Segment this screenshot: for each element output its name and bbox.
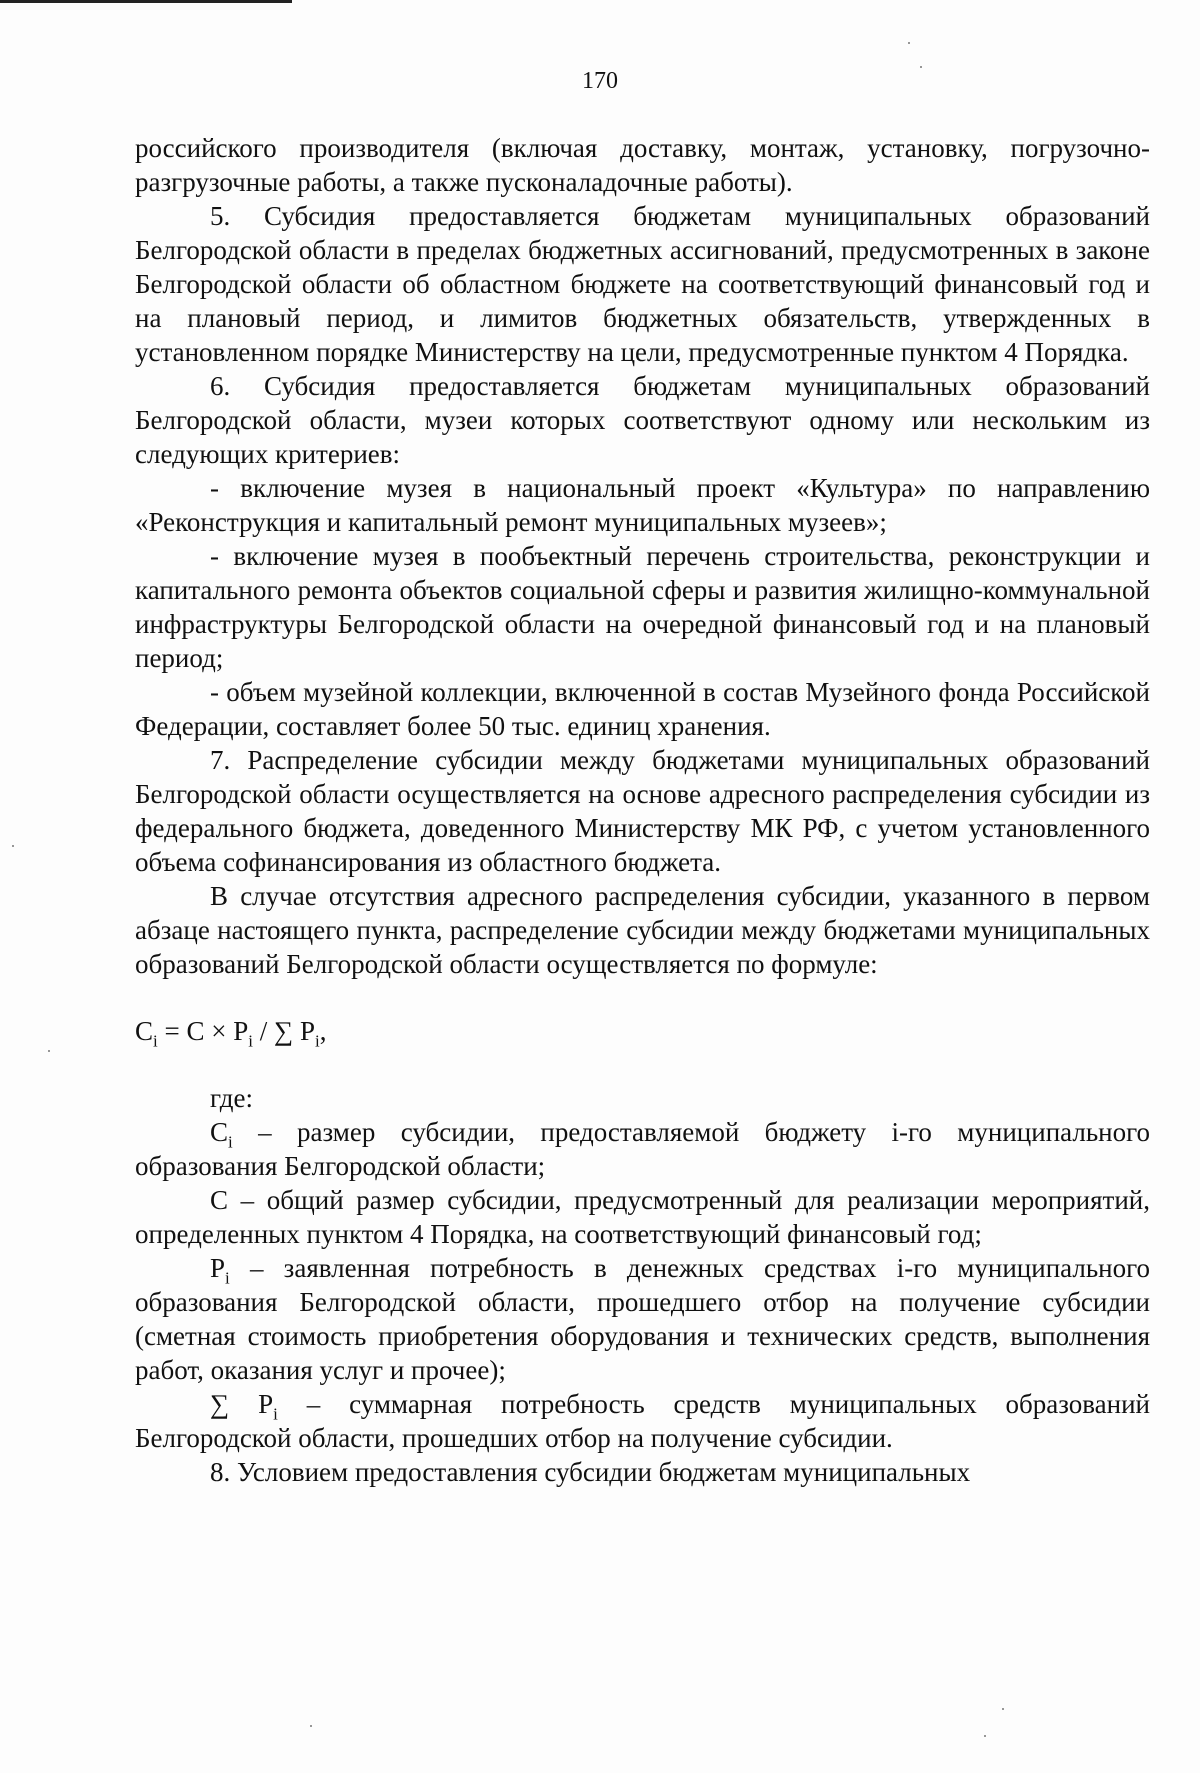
paragraph-7: 7. Распределение субсидии между бюджетами муниципальных образований Белгородской области осуществляется на основе адресного распределения субсидии из федерального бюджета, доведенного Министерству МК РФ, с учетом установленного объема софинансирования из областного бюджета. — [135, 745, 1150, 877]
paragraph-continuation: российского производителя (включая доставку, монтаж, установку, погрузочно-разгрузочные работы, а также пусконаладочные работы). — [135, 133, 1150, 197]
page-number: 170 — [582, 68, 618, 94]
scan-speck — [310, 1725, 312, 1727]
paragraph-5: 5. Субсидия предоставляется бюджетам муниципальных образований Белгородской области в пределах бюджетных ассигнований, предусмотренных в законе Белгородской области об областном бюджете на соответствующий финансовый год и на плановый период, и лимитов бюджетных обязательств, утвержденных в установленном порядке Министерству на цели, предусмотренные пунктом 4 Порядка. — [135, 201, 1150, 367]
where-label: где: — [210, 1083, 253, 1113]
definition-pi: $P_i$ – заявленная потребность в денежных средствах i-го муниципального образования Белгородской области, прошедшего отбор на получение субсидии (сметная стоимость приобретения оборудования и технических средств, выполнения работ, оказания услуг и прочее); — [135, 1253, 1150, 1385]
scan-speck — [920, 66, 922, 68]
body-text — [135, 131, 1150, 1489]
criterion-2: - включение музея в пообъектный перечень строительства, реконструкции и капитального ремонта объектов социальной сферы и развития жилищно-коммунальной инфраструктуры Белгородской области на очередной финансовый год и на плановый период; — [135, 541, 1150, 673]
scan-speck — [12, 845, 14, 847]
scan-speck — [1002, 1708, 1004, 1710]
criterion-3: - объем музейной коллекции, включенной в состав Музейного фонда Российской Федерации, составляет более 50 тыс. единиц хранения. — [135, 677, 1150, 741]
definition-ci: $C_i$ – размер субсидии, предоставляемой бюджету i-го муниципального образования Белгородской области; — [135, 1117, 1150, 1181]
scan-speck — [984, 1735, 986, 1737]
paragraph-7-formula-intro: В случае отсутствия адресного распределения субсидии, указанного в первом абзаце настоящего пункта, распределение субсидии между бюджетами муниципальных образований Белгородской области осуществляется по формуле: — [135, 881, 1150, 979]
distribution-formula: $C_i = C \times P_i$ / ∑ $P_i$, — [135, 1016, 327, 1051]
criterion-1: - включение музея в национальный проект «Культура» по направлению «Реконструкция и капитальный ремонт муниципальных музеев»; — [135, 473, 1150, 537]
paragraph-8: 8. Условием предоставления субсидии бюджетам муниципальных — [210, 1457, 971, 1487]
definition-sum-pi: ∑ $P_i$ – суммарная потребность средств муниципальных образований Белгородской области, прошедших отбор на получение субсидии. — [135, 1389, 1150, 1453]
scan-speck — [48, 1050, 50, 1052]
paragraph-6: 6. Субсидия предоставляется бюджетам муниципальных образований Белгородской области, музеи которых соответствуют одному или нескольким из следующих критериев: — [135, 371, 1150, 469]
definition-c: C – общий размер субсидии, предусмотренный для реализации мероприятий, определенных пунктом 4 Порядка, на соответствующий финансовый год; — [135, 1185, 1150, 1249]
scan-speck — [908, 42, 910, 44]
top-rule — [0, 0, 292, 3]
